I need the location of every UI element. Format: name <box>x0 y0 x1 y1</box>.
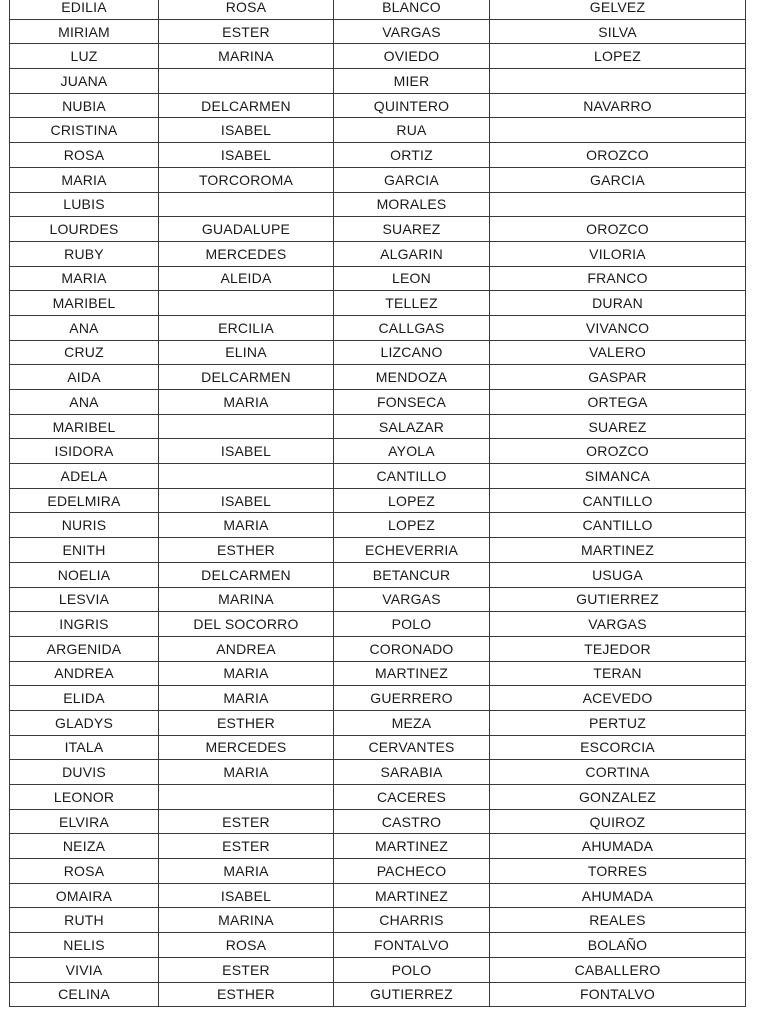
middle-name-cell: MARIA <box>159 390 334 415</box>
second-surname-cell: SILVA <box>490 19 746 44</box>
first-name-cell: MARIBEL <box>10 414 159 439</box>
table-row <box>10 365 746 390</box>
table-row <box>10 760 746 785</box>
first-surname-cell: CALLGAS <box>334 315 490 340</box>
first-name-cell: RUBY <box>10 241 159 266</box>
table-row <box>10 241 746 266</box>
first-name-cell: MIRIAM <box>10 19 159 44</box>
first-surname-cell: CERVANTES <box>334 735 490 760</box>
table-row <box>10 785 746 810</box>
names-table <box>9 0 746 1007</box>
middle-name-cell: TORCOROMA <box>159 167 334 192</box>
first-surname-cell: PACHECO <box>334 859 490 884</box>
first-surname-cell: MENDOZA <box>334 365 490 390</box>
second-surname-cell: TORRES <box>490 859 746 884</box>
first-name-cell: MARIA <box>10 167 159 192</box>
table-row <box>10 686 746 711</box>
first-surname-cell: CACERES <box>334 785 490 810</box>
first-surname-cell: LOPEZ <box>334 513 490 538</box>
middle-name-cell: ISABEL <box>159 439 334 464</box>
first-surname-cell: GUERRERO <box>334 686 490 711</box>
second-surname-cell: VALERO <box>490 340 746 365</box>
table-row <box>10 661 746 686</box>
first-name-cell: NOELIA <box>10 562 159 587</box>
first-name-cell: LOURDES <box>10 217 159 242</box>
table-row <box>10 44 746 69</box>
first-surname-cell: VARGAS <box>334 19 490 44</box>
middle-name-cell: ROSA <box>159 933 334 958</box>
table-row <box>10 513 746 538</box>
first-surname-cell: LOPEZ <box>334 488 490 513</box>
middle-name-cell: MARIA <box>159 859 334 884</box>
middle-name-cell: ERCILIA <box>159 315 334 340</box>
middle-name-cell: ANDREA <box>159 636 334 661</box>
first-surname-cell: GARCIA <box>334 167 490 192</box>
second-surname-cell: VIVANCO <box>490 315 746 340</box>
table-row <box>10 538 746 563</box>
second-surname-cell: ESCORCIA <box>490 735 746 760</box>
middle-name-cell <box>159 291 334 316</box>
second-surname-cell: NAVARRO <box>490 93 746 118</box>
first-surname-cell: ECHEVERRIA <box>334 538 490 563</box>
table-row <box>10 834 746 859</box>
first-name-cell: ITALA <box>10 735 159 760</box>
middle-name-cell: MARINA <box>159 908 334 933</box>
middle-name-cell: DELCARMEN <box>159 365 334 390</box>
first-surname-cell: RUA <box>334 118 490 143</box>
first-name-cell: NEIZA <box>10 834 159 859</box>
first-name-cell: ELVIRA <box>10 809 159 834</box>
middle-name-cell: ESTHER <box>159 538 334 563</box>
second-surname-cell: AHUMADA <box>490 883 746 908</box>
second-surname-cell: TEJEDOR <box>490 636 746 661</box>
first-name-cell: ISIDORA <box>10 439 159 464</box>
first-name-cell: NURIS <box>10 513 159 538</box>
second-surname-cell: GARCIA <box>490 167 746 192</box>
first-name-cell: RUTH <box>10 908 159 933</box>
second-surname-cell: CANTILLO <box>490 513 746 538</box>
first-surname-cell: AYOLA <box>334 439 490 464</box>
first-name-cell: EDELMIRA <box>10 488 159 513</box>
second-surname-cell: GONZALEZ <box>490 785 746 810</box>
second-surname-cell: REALES <box>490 908 746 933</box>
first-name-cell: JUANA <box>10 69 159 94</box>
second-surname-cell <box>490 118 746 143</box>
middle-name-cell: ISABEL <box>159 143 334 168</box>
table-row <box>10 266 746 291</box>
second-surname-cell: FRANCO <box>490 266 746 291</box>
first-name-cell: ARGENIDA <box>10 636 159 661</box>
middle-name-cell: ELINA <box>159 340 334 365</box>
first-surname-cell: MARTINEZ <box>334 883 490 908</box>
first-surname-cell: SARABIA <box>334 760 490 785</box>
middle-name-cell: ROSA <box>159 0 334 19</box>
second-surname-cell: QUIROZ <box>490 809 746 834</box>
middle-name-cell: MARIA <box>159 513 334 538</box>
middle-name-cell: MERCEDES <box>159 735 334 760</box>
second-surname-cell: LOPEZ <box>490 44 746 69</box>
middle-name-cell: MARIA <box>159 686 334 711</box>
first-surname-cell: MARTINEZ <box>334 661 490 686</box>
middle-name-cell: ESTER <box>159 957 334 982</box>
middle-name-cell: ESTER <box>159 19 334 44</box>
first-name-cell: GLADYS <box>10 710 159 735</box>
first-surname-cell: BLANCO <box>334 0 490 19</box>
first-surname-cell: FONTALVO <box>334 933 490 958</box>
middle-name-cell <box>159 414 334 439</box>
table-row <box>10 809 746 834</box>
table-row <box>10 167 746 192</box>
names-table-body <box>10 0 746 1007</box>
table-row <box>10 414 746 439</box>
second-surname-cell: OROZCO <box>490 439 746 464</box>
first-name-cell: INGRIS <box>10 612 159 637</box>
middle-name-cell: DELCARMEN <box>159 562 334 587</box>
first-surname-cell: MARTINEZ <box>334 834 490 859</box>
second-surname-cell: BOLAÑO <box>490 933 746 958</box>
middle-name-cell: ESTER <box>159 809 334 834</box>
table-row <box>10 192 746 217</box>
second-surname-cell: DURAN <box>490 291 746 316</box>
table-row <box>10 69 746 94</box>
middle-name-cell: ISABEL <box>159 488 334 513</box>
table-row <box>10 464 746 489</box>
middle-name-cell <box>159 192 334 217</box>
middle-name-cell: DELCARMEN <box>159 93 334 118</box>
table-row <box>10 587 746 612</box>
second-surname-cell: ORTEGA <box>490 390 746 415</box>
table-row <box>10 957 746 982</box>
first-surname-cell: MIER <box>334 69 490 94</box>
first-name-cell: NUBIA <box>10 93 159 118</box>
first-surname-cell: OVIEDO <box>334 44 490 69</box>
first-surname-cell: LEON <box>334 266 490 291</box>
middle-name-cell: ESTHER <box>159 982 334 1007</box>
first-name-cell: ENITH <box>10 538 159 563</box>
first-name-cell: ANA <box>10 315 159 340</box>
second-surname-cell: SIMANCA <box>490 464 746 489</box>
second-surname-cell <box>490 69 746 94</box>
table-row <box>10 19 746 44</box>
middle-name-cell <box>159 464 334 489</box>
second-surname-cell: FONTALVO <box>490 982 746 1007</box>
table-row <box>10 118 746 143</box>
first-name-cell: LUZ <box>10 44 159 69</box>
first-surname-cell: QUINTERO <box>334 93 490 118</box>
first-name-cell: ROSA <box>10 143 159 168</box>
second-surname-cell <box>490 192 746 217</box>
first-name-cell: CRISTINA <box>10 118 159 143</box>
table-row <box>10 315 746 340</box>
table-row <box>10 933 746 958</box>
table-row <box>10 636 746 661</box>
second-surname-cell: USUGA <box>490 562 746 587</box>
middle-name-cell <box>159 785 334 810</box>
second-surname-cell: OROZCO <box>490 217 746 242</box>
first-name-cell: VIVIA <box>10 957 159 982</box>
first-name-cell: LEONOR <box>10 785 159 810</box>
table-row <box>10 390 746 415</box>
table-row <box>10 488 746 513</box>
second-surname-cell: PERTUZ <box>490 710 746 735</box>
first-surname-cell: CANTILLO <box>334 464 490 489</box>
first-surname-cell: MEZA <box>334 710 490 735</box>
second-surname-cell: CABALLERO <box>490 957 746 982</box>
middle-name-cell: MARIA <box>159 760 334 785</box>
table-row <box>10 612 746 637</box>
second-surname-cell: AHUMADA <box>490 834 746 859</box>
table-row <box>10 710 746 735</box>
first-surname-cell: FONSECA <box>334 390 490 415</box>
first-name-cell: ROSA <box>10 859 159 884</box>
middle-name-cell: ISABEL <box>159 883 334 908</box>
table-row <box>10 859 746 884</box>
second-surname-cell: SUAREZ <box>490 414 746 439</box>
table-row <box>10 439 746 464</box>
second-surname-cell: ACEVEDO <box>490 686 746 711</box>
first-surname-cell: ORTIZ <box>334 143 490 168</box>
second-surname-cell: GASPAR <box>490 365 746 390</box>
second-surname-cell: GELVEZ <box>490 0 746 19</box>
second-surname-cell: MARTINEZ <box>490 538 746 563</box>
middle-name-cell: MARINA <box>159 587 334 612</box>
first-name-cell: OMAIRA <box>10 883 159 908</box>
first-surname-cell: POLO <box>334 612 490 637</box>
first-surname-cell: ALGARIN <box>334 241 490 266</box>
first-name-cell: NELIS <box>10 933 159 958</box>
middle-name-cell: MARINA <box>159 44 334 69</box>
table-row <box>10 0 746 19</box>
first-name-cell: LUBIS <box>10 192 159 217</box>
second-surname-cell: CORTINA <box>490 760 746 785</box>
second-surname-cell: OROZCO <box>490 143 746 168</box>
first-surname-cell: CASTRO <box>334 809 490 834</box>
table-row <box>10 143 746 168</box>
first-surname-cell: SALAZAR <box>334 414 490 439</box>
first-surname-cell: VARGAS <box>334 587 490 612</box>
first-surname-cell: TELLEZ <box>334 291 490 316</box>
table-row <box>10 340 746 365</box>
first-name-cell: ELIDA <box>10 686 159 711</box>
middle-name-cell: ISABEL <box>159 118 334 143</box>
first-surname-cell: LIZCANO <box>334 340 490 365</box>
second-surname-cell: CANTILLO <box>490 488 746 513</box>
second-surname-cell: GUTIERREZ <box>490 587 746 612</box>
first-surname-cell: CHARRIS <box>334 908 490 933</box>
first-name-cell: LESVIA <box>10 587 159 612</box>
first-surname-cell: BETANCUR <box>334 562 490 587</box>
table-row <box>10 735 746 760</box>
first-name-cell: MARIA <box>10 266 159 291</box>
first-name-cell: AIDA <box>10 365 159 390</box>
first-surname-cell: MORALES <box>334 192 490 217</box>
first-name-cell: DUVIS <box>10 760 159 785</box>
second-surname-cell: VARGAS <box>490 612 746 637</box>
table-row <box>10 908 746 933</box>
first-name-cell: MARIBEL <box>10 291 159 316</box>
middle-name-cell: ALEIDA <box>159 266 334 291</box>
middle-name-cell <box>159 69 334 94</box>
first-surname-cell: CORONADO <box>334 636 490 661</box>
first-name-cell: EDILIA <box>10 0 159 19</box>
table-row <box>10 291 746 316</box>
first-name-cell: ANDREA <box>10 661 159 686</box>
table-row <box>10 562 746 587</box>
middle-name-cell: ESTER <box>159 834 334 859</box>
first-surname-cell: SUAREZ <box>334 217 490 242</box>
first-name-cell: ADELA <box>10 464 159 489</box>
middle-name-cell: MARIA <box>159 661 334 686</box>
first-surname-cell: GUTIERREZ <box>334 982 490 1007</box>
table-row <box>10 883 746 908</box>
first-surname-cell: POLO <box>334 957 490 982</box>
second-surname-cell: TERAN <box>490 661 746 686</box>
first-name-cell: CRUZ <box>10 340 159 365</box>
first-name-cell: CELINA <box>10 982 159 1007</box>
middle-name-cell: DEL SOCORRO <box>159 612 334 637</box>
middle-name-cell: GUADALUPE <box>159 217 334 242</box>
first-name-cell: ANA <box>10 390 159 415</box>
table-row <box>10 217 746 242</box>
table-row <box>10 93 746 118</box>
middle-name-cell: MERCEDES <box>159 241 334 266</box>
middle-name-cell: ESTHER <box>159 710 334 735</box>
second-surname-cell: VILORIA <box>490 241 746 266</box>
table-row <box>10 982 746 1007</box>
